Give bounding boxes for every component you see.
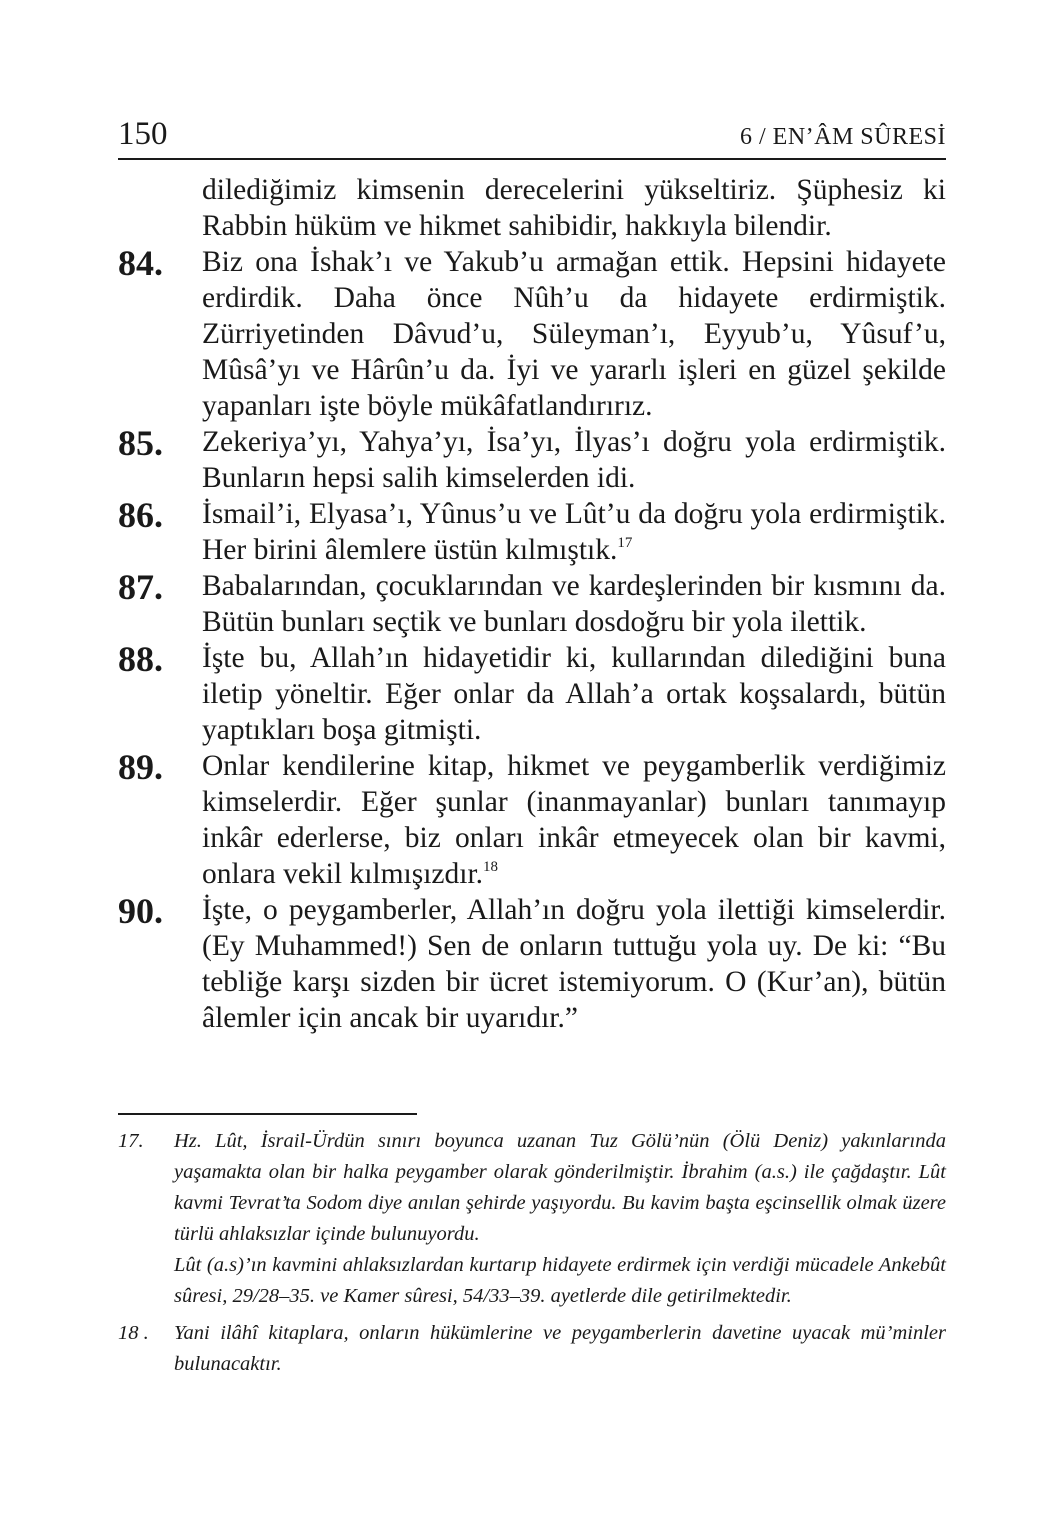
- footnote-paragraph: Hz. Lût, İsrail-Ürdün sınırı boyunca uzanan Tuz Gölü’nün (Ölü Deniz) yakınlarında yaşamakta olan bir halka peygamber olarak gönderilmiştir. İbrahim (a.s.) ile çağdaştır. Lût kavmi Tevrat’ta Sodom diye anılan şehirde yaşıyordu. Bu kavim başta eşcinsellik olmak üzere türlü ahlaksızlar içinde bulunuyordu.: [174, 1130, 946, 1245]
- verse-text: İşte bu, Allah’ın hidayetidir ki, kullarından dilediğini buna iletip yöneltir. Eğer onlar da Allah’a ortak koşsalardı, bütün yaptıkları boşa gitmişti.: [202, 642, 946, 746]
- verse-86: [118, 496, 946, 568]
- verse-number: 89.: [118, 747, 163, 787]
- verse-number: 85.: [118, 423, 163, 463]
- verse-number: 88.: [118, 639, 163, 679]
- verse-text: İsmail’i, Elyasa’ı, Yûnus’u ve Lût’u da doğru yola erdirmiştik. Her birini âlemlere üstün kılmıştık.: [202, 498, 946, 566]
- footnote-reference[interactable]: 17: [617, 535, 633, 551]
- footnote-number: 18 .: [118, 1322, 149, 1344]
- verse-text: Onlar kendilerine kitap, hikmet ve peygamberlik verdiğimiz kimselerdir. Eğer şunlar (inanmayanlar) bunları tanımayıp inkâr ederlerse, biz onları inkâr etmeyecek olan bir kavmi, onlara vekil kılmışızdır.: [202, 750, 946, 890]
- verse-text: İşte, o peygamberler, Allah’ın doğru yola ilettiği kimselerdir. (Ey Muhammed!) Sen de onların tuttuğu yola uy. De ki: “Bu tebliğe karşı sizden bir ücret istemiyorum. O (Kur’an), bütün âlemler için ancak bir uyarıdır.”: [202, 894, 946, 1034]
- verse-continuation: [118, 172, 946, 244]
- verse-88: [118, 640, 946, 748]
- verse-84: [118, 244, 946, 424]
- footnote-18: [118, 1318, 946, 1380]
- verse-number: 84.: [118, 243, 163, 283]
- verse-85: [118, 424, 946, 496]
- footnote-reference[interactable]: 18: [483, 859, 499, 875]
- verse-number: 87.: [118, 567, 163, 607]
- page-header: [118, 114, 946, 160]
- verse-number: 86.: [118, 495, 163, 535]
- footnote-divider: [118, 1113, 417, 1115]
- verse-text: Zekeriya’yı, Yahya’yı, İsa’yı, İlyas’ı doğru yola erdirmiştik. Bunların hepsi salih kimselerden idi.: [202, 426, 946, 494]
- running-head: 6 / EN’ÂM SÛRESİ: [739, 124, 946, 150]
- footnote-paragraph: Lût (a.s)’ın kavmini ahlaksızlardan kurtarıp hidayete erdirmek için verdiği mücadele Ankebût sûresi, 29/28–35. ve Kamer sûresi, 54/33–39. ayetlerde dile getirilmektedir.: [174, 1254, 946, 1307]
- page-number: 150: [118, 116, 168, 152]
- verse-89: [118, 748, 946, 892]
- verse-number: 90.: [118, 891, 163, 931]
- verse-87: [118, 568, 946, 640]
- verse-90: [118, 892, 946, 1036]
- verse-text: Babalarından, çocuklarından ve kardeşlerinden bir kısmını da. Bütün bunları seçtik ve bunları dosdoğru bir yola ilettik.: [202, 570, 946, 638]
- footnote-number: 17.: [118, 1130, 144, 1152]
- footnote-paragraph: Yani ilâhî kitaplara, onların hükümlerine ve peygamberlerin davetine uyacak mü’minler bulunacaktır.: [174, 1322, 946, 1375]
- footnote-list: [118, 1126, 946, 1386]
- verse-text: Biz ona İshak’ı ve Yakub’u armağan ettik. Hepsini hidayete erdirdik. Daha önce Nûh’u da hidayete erdirmiştik. Zürriyetinden Dâvud’u, Süleyman’ı, Eyyub’u, Yûsuf’u, Mûsâ’yı ve Hârûn’u da. İyi ve yararlı işleri en güzel şekilde yapanları işte böyle mükâfatlandırırız.: [202, 246, 946, 422]
- footnote-17: [118, 1126, 946, 1312]
- verse-text: dilediğimiz kimsenin derecelerini yükseltiriz. Şüphesiz ki Rabbin hüküm ve hikmet sahibidir, hakkıyla bilendir.: [202, 174, 946, 242]
- verse-list: [118, 172, 946, 1036]
